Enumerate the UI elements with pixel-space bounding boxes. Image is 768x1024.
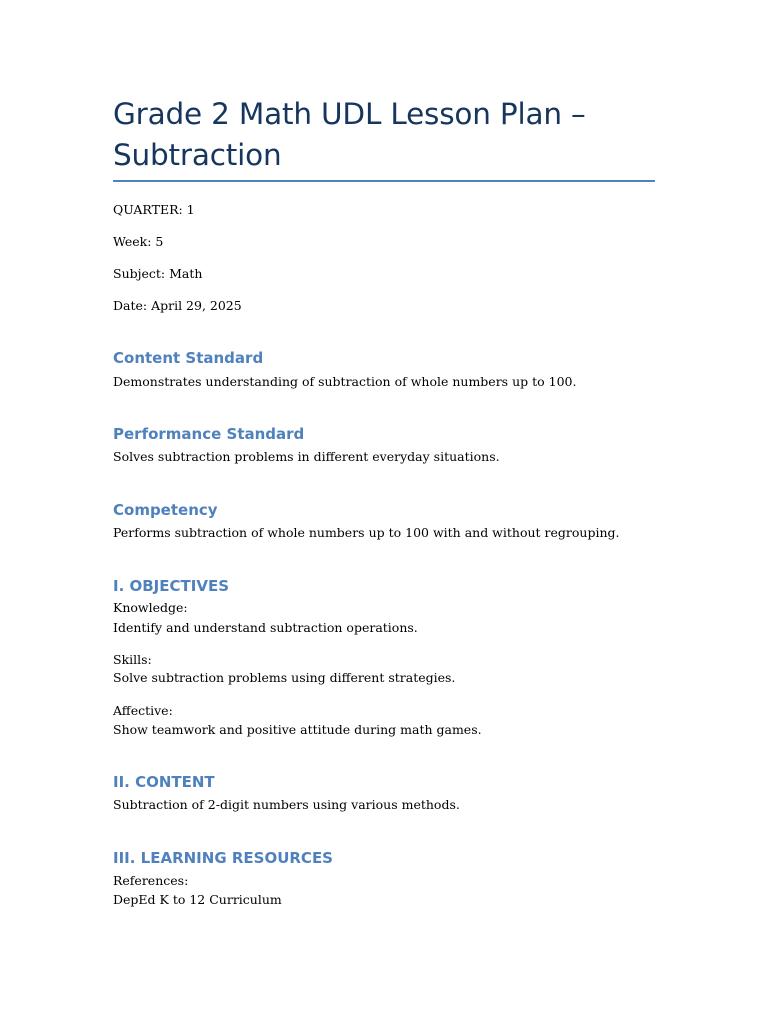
skills-label: Skills: bbox=[113, 652, 152, 667]
content-text: Subtraction of 2-digit numbers using various methods. bbox=[113, 797, 460, 812]
content-heading: II. CONTENT bbox=[113, 773, 215, 791]
objectives-heading: I. OBJECTIVES bbox=[113, 577, 229, 595]
title-underline bbox=[113, 180, 655, 182]
affective-label: Affective: bbox=[113, 703, 173, 718]
title-line-2: Subtraction bbox=[113, 138, 282, 172]
content-standard-heading: Content Standard bbox=[113, 349, 264, 367]
content-standard-text: Demonstrates understanding of subtraction of whole numbers up to 100. bbox=[113, 374, 577, 389]
title-line-1: Grade 2 Math UDL Lesson Plan – bbox=[113, 97, 586, 131]
affective-text: Show teamwork and positive attitude during math games. bbox=[113, 722, 482, 737]
performance-standard-text: Solves subtraction problems in different everyday situations. bbox=[113, 449, 500, 464]
date-text: Date: April 29, 2025 bbox=[113, 298, 242, 313]
week-text: Week: 5 bbox=[113, 234, 164, 249]
competency-heading: Competency bbox=[113, 501, 218, 519]
references-text: DepEd K to 12 Curriculum bbox=[113, 892, 282, 907]
subject-text: Subject: Math bbox=[113, 266, 203, 281]
skills-text: Solve subtraction problems using different strategies. bbox=[113, 670, 456, 685]
knowledge-text: Identify and understand subtraction operations. bbox=[113, 620, 418, 635]
knowledge-label: Knowledge: bbox=[113, 600, 188, 615]
performance-standard-heading: Performance Standard bbox=[113, 425, 305, 443]
quarter-text: QUARTER: 1 bbox=[113, 202, 195, 217]
references-label: References: bbox=[113, 873, 189, 888]
competency-text: Performs subtraction of whole numbers up to 100 with and without regrouping. bbox=[113, 525, 620, 540]
document-title bbox=[113, 94, 655, 176]
learning-resources-heading: III. LEARNING RESOURCES bbox=[113, 849, 333, 867]
